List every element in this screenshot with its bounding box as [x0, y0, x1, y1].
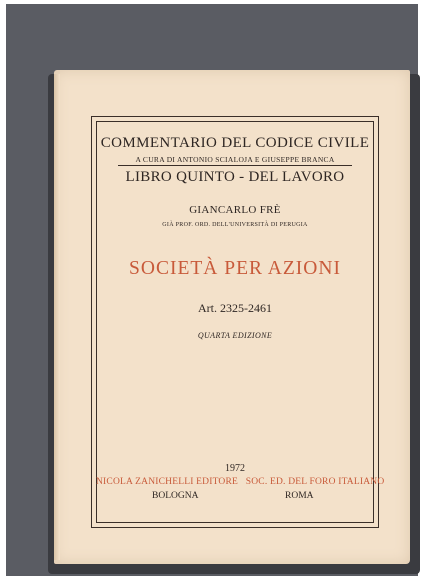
publishers: NICOLA ZANICHELLI EDITORE SOC. ED. DEL FORO ITALIANO [96, 477, 385, 487]
book-title: SOCIETÀ PER AZIONI [129, 258, 341, 279]
divider-rule [118, 165, 352, 166]
city-bologna: BOLOGNA [152, 491, 199, 501]
city-roma: ROMA [285, 491, 314, 501]
article-range: Art. 2325-2461 [198, 301, 272, 315]
volume-title: LIBRO QUINTO - DEL LAVORO [125, 169, 345, 185]
series-title: COMMENTARIO DEL CODICE CIVILE [100, 135, 370, 151]
book-spine-edge [54, 74, 60, 560]
author-name: GIANCARLO FRÈ [189, 204, 281, 216]
series-editors: A CURA DI ANTONIO SCIALOJA E GIUSEPPE BRANCA [135, 155, 335, 164]
publication-year: 1972 [225, 463, 245, 474]
edition-label: QUARTA EDIZIONE [197, 331, 273, 340]
author-affiliation: GIÀ PROF. ORD. DELL'UNIVERSITÀ DI PERUGIA [162, 222, 308, 228]
